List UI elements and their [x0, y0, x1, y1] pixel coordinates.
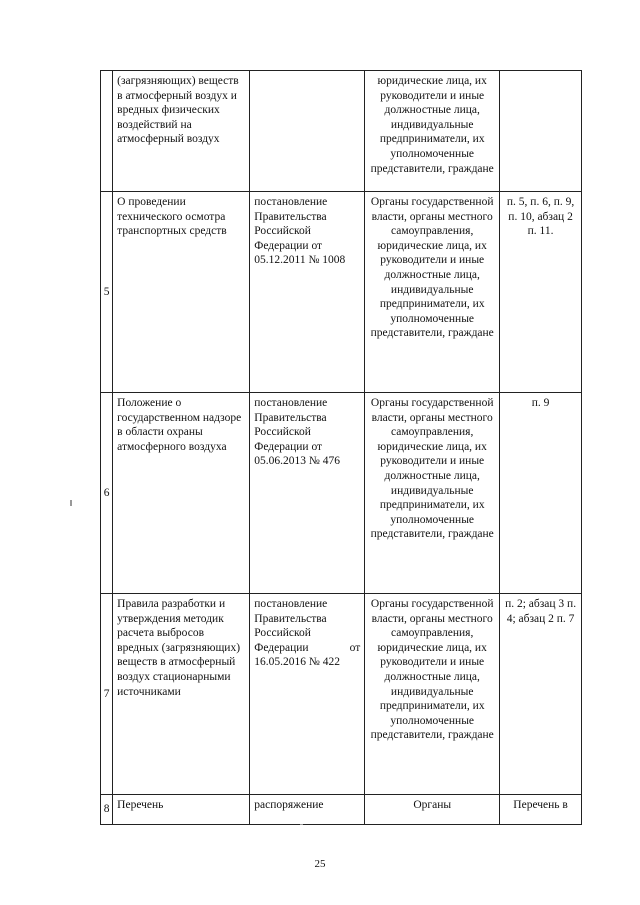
subjects: Органы государственной власти, органы местного самоуправления, юридические лица, их руководители и иные должностные лица, индивидуальные предприниматели, их уполномоченные представители, граждане	[365, 192, 500, 393]
legal-act-word: от	[349, 641, 361, 654]
document-name: Правила разработки и утверждения методик расчета выбросов вредных (загрязняющих) веществ в атмосферный воздух стационарными источниками	[113, 594, 250, 795]
subjects: юридические лица, их руководители и иные должностные лица, индивидуальные предприниматели, их уполномоченные представители, граждане	[365, 71, 500, 192]
scan-artifact	[300, 824, 303, 825]
legal-act: распоряжение	[250, 795, 365, 825]
document-name: О проведении технического осмотра транспортных средств	[113, 192, 250, 393]
references: п. 9	[500, 393, 582, 594]
row-number: 6	[101, 393, 113, 594]
document-name: Положение о государственном надзоре в области охраны атмосферного воздуха	[113, 393, 250, 594]
legal-act	[250, 71, 365, 192]
legal-act-word: Федерации	[254, 641, 309, 654]
legal-act-line: Правительства	[254, 612, 327, 625]
legal-act: постановление Правительства Российской Федерации от 05.12.2011 № 1008	[250, 192, 365, 393]
row-number: 7	[101, 594, 113, 795]
document-name: Перечень	[113, 795, 250, 825]
references: Перечень в	[500, 795, 582, 825]
subjects: Органы государственной власти, органы местного самоуправления, юридические лица, их руководители и иные должностные лица, индивидуальные предприниматели, их уполномоченные представители, граждане	[365, 393, 500, 594]
legal-act-line: постановление	[254, 598, 328, 610]
row-number	[101, 71, 113, 192]
row-number: 8	[101, 795, 113, 825]
references: п. 5, п. 6, п. 9, п. 10, абзац 2 п. 11.	[500, 192, 582, 393]
legal-act-line	[254, 641, 360, 656]
table-row	[101, 192, 582, 393]
table-row	[101, 795, 582, 825]
scan-artifact	[70, 500, 72, 506]
table-row	[101, 594, 582, 795]
table-row	[101, 393, 582, 594]
legal-act-line: 16.05.2016 № 422	[254, 656, 340, 669]
page-number: 25	[314, 858, 326, 870]
table-row	[101, 71, 582, 192]
subjects: Органы государственной власти, органы местного самоуправления, юридические лица, их руководители и иные должностные лица, индивидуальные предприниматели, их уполномоченные представители, граждане	[365, 594, 500, 795]
references: п. 2; абзац 3 п. 4; абзац 2 п. 7	[500, 594, 582, 795]
legal-act	[250, 594, 365, 795]
document-name: (загрязняющих) веществ в атмосферный воздух и вредных физических воздействий на атмосферный воздух	[113, 71, 250, 192]
legal-act: постановление Правительства Российской Федерации от 05.06.2013 № 476	[250, 393, 365, 594]
references	[500, 71, 582, 192]
regulations-table	[100, 70, 582, 825]
row-number: 5	[101, 192, 113, 393]
subjects: Органы	[365, 795, 500, 825]
legal-act-line: Российской	[254, 627, 311, 640]
